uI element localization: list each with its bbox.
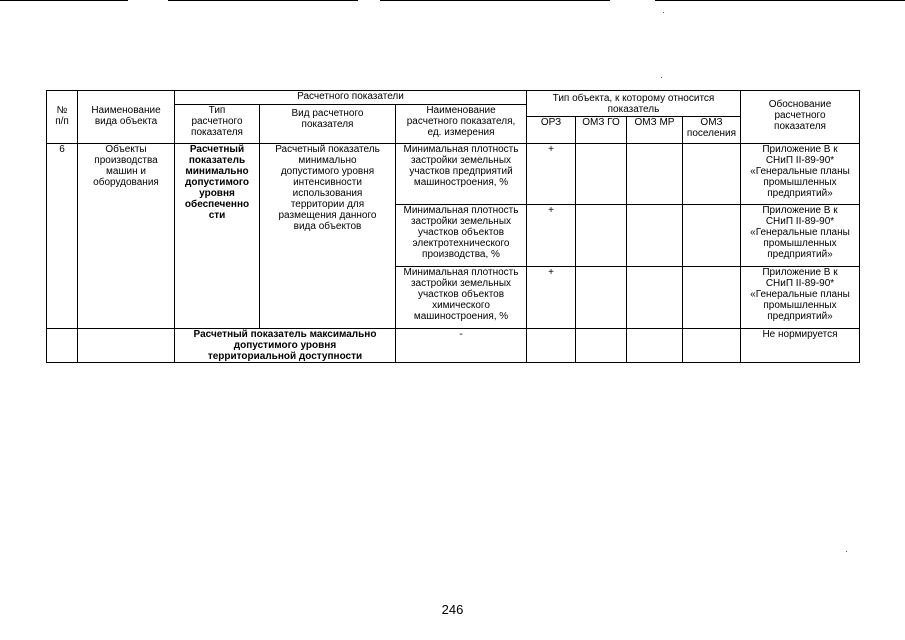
max-indicator: Расчетный показатель максимально допустимого уровня территориальной доступности [175,329,396,363]
orz-mark: + [527,267,576,329]
max-indicator-name: - [396,329,527,363]
header-omz-pos: ОМЗ поселения [683,117,741,144]
orz-cell [527,329,576,363]
justification-cell: Приложение В к СНиП II-89-90* «Генеральные планы промышленных предприятий» [741,205,860,267]
omz-pos-cell [683,329,741,363]
justification-cell: Приложение В к СНиП II-89-90* «Генеральные планы промышленных предприятий» [741,144,860,205]
scan-speck [663,12,664,13]
justification-cell: Приложение В к СНиП II-89-90* «Генеральные планы промышленных предприятий» [741,267,860,329]
omz-pos-cell [683,144,741,205]
omz-mr-cell [627,144,683,205]
row-num: 6 [47,144,78,329]
omz-mr-cell [627,205,683,267]
indicator-name-cell: Минимальная плотность застройки земельных участков предприятий машиностроения, % [396,144,527,205]
header-omz-mr: ОМЗ МР [627,117,683,144]
scan-speck [661,77,662,78]
orz-mark: + [527,144,576,205]
row-object-name: Объекты производства машин и оборудования [78,144,175,329]
scan-speck [846,551,847,552]
orz-mark: + [527,205,576,267]
header-omz-go: ОМЗ ГО [576,117,627,144]
table-row [47,144,860,205]
header-object-type-group: Тип объекта, к которому относится показатель [527,91,741,117]
row-object-cont [78,329,175,363]
omz-pos-cell [683,267,741,329]
header-indicator-kind: Вид расчетного показателя [260,105,396,144]
omz-mr-cell [627,329,683,363]
row-indicator-type: Расчетный показатель минимально допустимого уровня обеспеченно сти [175,144,260,329]
row-num-cont [47,329,78,363]
page-number: 246 [441,602,464,617]
header-row [47,91,860,105]
max-justification: Не нормируется [741,329,860,363]
header-indicator-type: Тип расчетного показателя [175,105,260,144]
header-num: № п/п [47,91,78,144]
header-indicator-name: Наименование расчетного показателя, ед. измерения [396,105,527,144]
omz-go-cell [576,205,627,267]
header-object-name: Наименование вида объекта [78,91,175,144]
row-indicator-kind: Расчетный показатель минимально допустимого уровня интенсивности использования территории для размещения данного вида объектов [260,144,396,329]
indicator-name-cell: Минимальная плотность застройки земельных участков объектов электротехнического производства, % [396,205,527,267]
omz-go-cell [576,329,627,363]
omz-mr-cell [627,267,683,329]
indicator-table [46,90,860,363]
omz-go-cell [576,144,627,205]
header-justification: Обоснование расчетного показателя [741,91,860,144]
scan-edge [0,0,905,2]
indicator-name-cell: Минимальная плотность застройки земельных участков объектов химического машиностроения, % [396,267,527,329]
omz-pos-cell [683,205,741,267]
header-orz: ОРЗ [527,117,576,144]
table-row [47,329,860,363]
omz-go-cell [576,267,627,329]
header-indicator-group: Расчетного показатели [175,91,527,105]
